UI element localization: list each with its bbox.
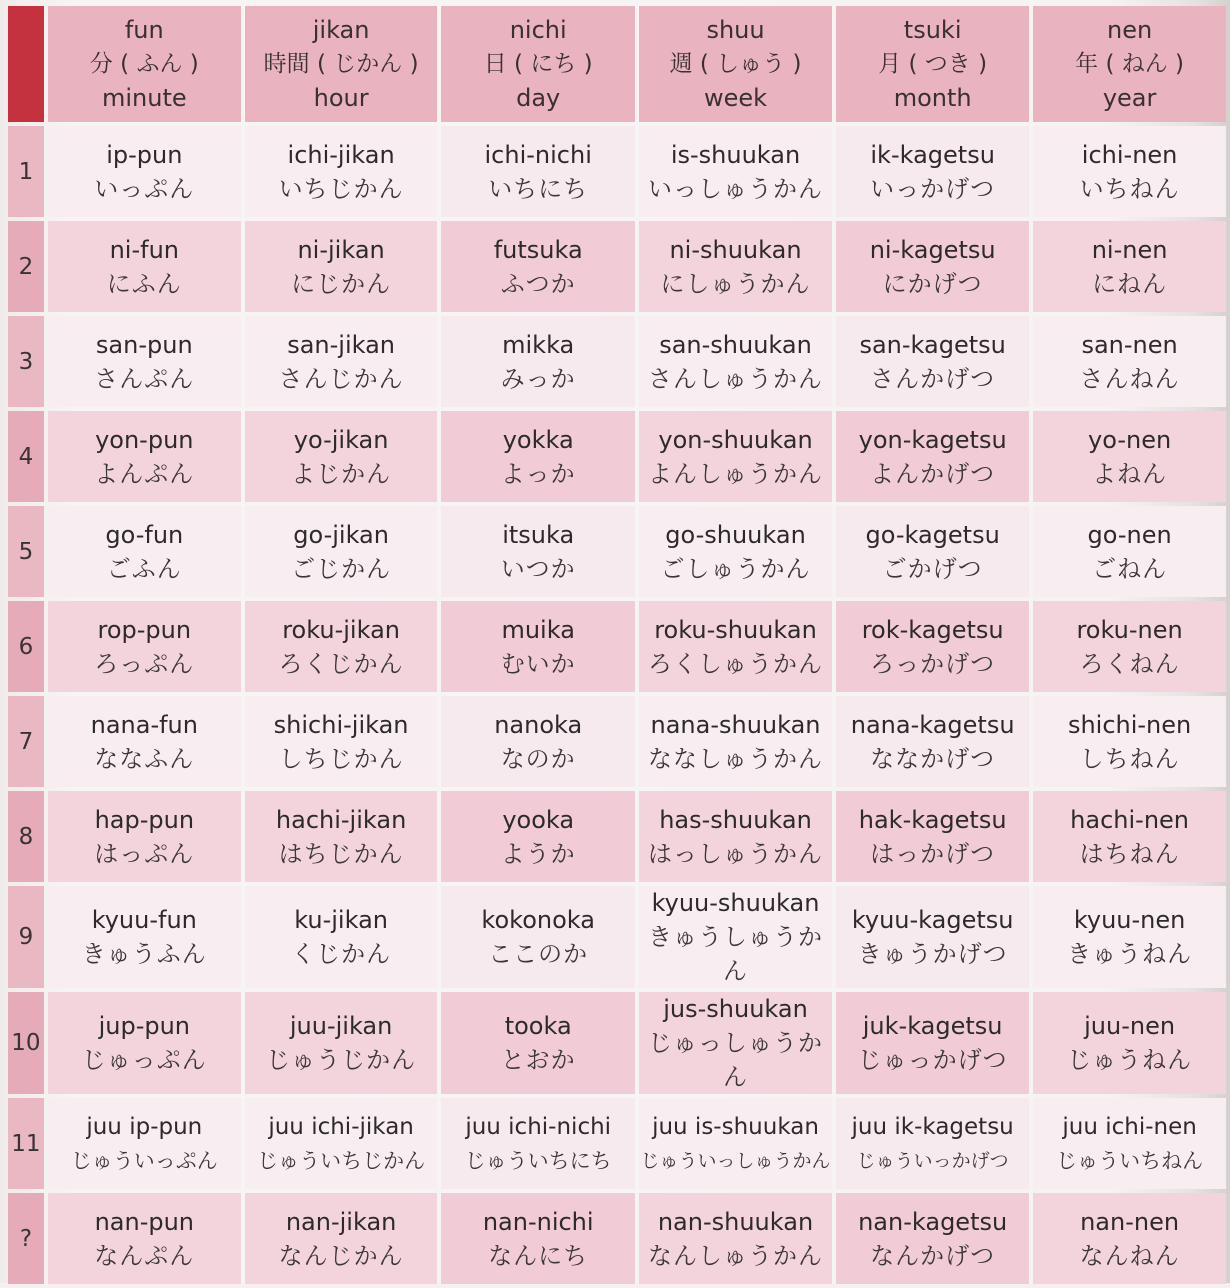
cell-kana: はっぷん bbox=[94, 839, 195, 868]
table-cell bbox=[639, 1098, 832, 1189]
column-english: month bbox=[893, 84, 972, 112]
cell-kana: ななしゅうかん bbox=[648, 744, 823, 773]
cell-romaji: juu ichi-jikan bbox=[268, 1113, 414, 1140]
cell-kana: じゅういちじかん bbox=[257, 1148, 426, 1173]
cell-romaji: ichi-jikan bbox=[287, 140, 395, 169]
table-cell bbox=[836, 316, 1029, 407]
cell-romaji: kyuu-shuukan bbox=[651, 889, 820, 917]
cell-kana: じゅういちにち bbox=[464, 1148, 612, 1173]
cell-kana: じゅうじかん bbox=[266, 1046, 417, 1074]
table-cell bbox=[639, 696, 832, 787]
table-cell bbox=[1033, 411, 1226, 502]
column-english: hour bbox=[313, 84, 369, 112]
cell-kana: ろくねん bbox=[1079, 649, 1180, 678]
cell-romaji: san-jikan bbox=[287, 330, 396, 359]
table-row bbox=[8, 696, 1226, 787]
cell-romaji: roku-nen bbox=[1076, 615, 1183, 644]
table-cell bbox=[639, 791, 832, 882]
column-kanji: 時間 ( じかん ) bbox=[263, 51, 419, 77]
table-cell bbox=[836, 696, 1029, 787]
cell-romaji: nan-jikan bbox=[285, 1207, 397, 1236]
cell-kana: にねん bbox=[1092, 269, 1168, 298]
row-number-label: 7 bbox=[8, 696, 44, 787]
row-number-label: 3 bbox=[8, 316, 44, 407]
cell-kana: じゅういちねん bbox=[1056, 1148, 1204, 1173]
cell-romaji: has-shuukan bbox=[659, 805, 812, 834]
cell-romaji: nana-kagetsu bbox=[850, 710, 1015, 739]
cell-romaji: go-shuukan bbox=[665, 520, 806, 549]
cell-kana: にじかん bbox=[291, 269, 392, 298]
cell-kana: はちねん bbox=[1079, 839, 1180, 868]
cell-kana: いちねん bbox=[1079, 174, 1180, 203]
table-cell bbox=[1033, 886, 1226, 988]
table-cell bbox=[245, 992, 438, 1094]
cell-kana: いっかげつ bbox=[870, 174, 996, 203]
column-header-nen bbox=[1033, 6, 1226, 122]
cell-kana: よっか bbox=[500, 459, 576, 488]
cell-romaji: san-nen bbox=[1081, 330, 1178, 359]
cell-kana: じゅういっしゅうかん bbox=[640, 1149, 831, 1172]
row-number-label: 1 bbox=[8, 126, 44, 217]
table-cell bbox=[1033, 1193, 1226, 1284]
cell-kana: じゅういっかげつ bbox=[856, 1149, 1009, 1172]
cell-kana: なんじかん bbox=[278, 1241, 404, 1270]
table-cell bbox=[1033, 601, 1226, 692]
cell-kana: さんねん bbox=[1079, 364, 1180, 393]
table-row bbox=[8, 506, 1226, 597]
cell-romaji: san-shuukan bbox=[659, 330, 812, 359]
table-cell bbox=[245, 221, 438, 312]
cell-kana: きゅうしゅうかん bbox=[648, 923, 823, 985]
header-row bbox=[8, 6, 1226, 122]
cell-kana: じゅうねん bbox=[1067, 1046, 1193, 1074]
cell-kana: なんにち bbox=[488, 1241, 589, 1270]
table-cell bbox=[441, 696, 634, 787]
row-number-label: 4 bbox=[8, 411, 44, 502]
cell-kana: ななふん bbox=[94, 744, 195, 773]
cell-kana: なんぷん bbox=[94, 1241, 195, 1270]
cell-kana: ごしゅうかん bbox=[660, 554, 811, 583]
column-header-shuu bbox=[639, 6, 832, 122]
cell-romaji: san-kagetsu bbox=[859, 330, 1006, 359]
column-romaji: jikan bbox=[312, 16, 370, 44]
cell-romaji: shichi-jikan bbox=[273, 710, 409, 739]
cell-romaji: shichi-nen bbox=[1067, 710, 1192, 739]
table-cell bbox=[441, 992, 634, 1094]
table-cell bbox=[639, 886, 832, 988]
cell-kana: いちにち bbox=[488, 174, 589, 203]
cell-kana: にふん bbox=[106, 269, 182, 298]
cell-romaji: nan-nen bbox=[1080, 1207, 1180, 1236]
cell-romaji: go-kagetsu bbox=[865, 520, 1000, 549]
cell-romaji: roku-jikan bbox=[282, 615, 400, 644]
table-cell bbox=[1033, 696, 1226, 787]
cell-romaji: juu-nen bbox=[1084, 1012, 1176, 1040]
table-row bbox=[8, 992, 1226, 1094]
cell-kana: なんかげつ bbox=[870, 1241, 996, 1270]
column-english: minute bbox=[101, 84, 187, 112]
table-row bbox=[8, 1193, 1226, 1284]
cell-kana: ごじかん bbox=[291, 554, 392, 583]
table-row bbox=[8, 886, 1226, 988]
cell-kana: じゅっかげつ bbox=[857, 1046, 1008, 1074]
cell-romaji: juu ik-kagetsu bbox=[851, 1113, 1014, 1140]
table-row bbox=[8, 316, 1226, 407]
table-cell bbox=[441, 221, 634, 312]
column-english: year bbox=[1102, 84, 1157, 112]
cell-kana: さんじかん bbox=[278, 364, 404, 393]
cell-romaji: ku-jikan bbox=[294, 906, 388, 934]
cell-kana: よんぷん bbox=[94, 459, 195, 488]
table-cell bbox=[836, 601, 1029, 692]
cell-romaji: go-nen bbox=[1087, 520, 1172, 549]
cell-romaji: ichi-nichi bbox=[484, 140, 592, 169]
cell-kana: じゅっしゅうかん bbox=[648, 1029, 823, 1091]
cell-romaji: nan-pun bbox=[94, 1207, 195, 1236]
column-header-fun bbox=[48, 6, 241, 122]
table-cell bbox=[639, 221, 832, 312]
cell-romaji: yokka bbox=[502, 425, 574, 454]
table-cell bbox=[1033, 221, 1226, 312]
cell-kana: はっしゅうかん bbox=[648, 839, 823, 868]
cell-romaji: yon-pun bbox=[95, 425, 194, 454]
cell-kana: じゅっぷん bbox=[81, 1046, 207, 1074]
cell-romaji: yon-kagetsu bbox=[858, 425, 1007, 454]
cell-kana: くじかん bbox=[291, 940, 392, 968]
table-cell bbox=[441, 1193, 634, 1284]
table-cell bbox=[48, 696, 241, 787]
cell-romaji: yo-jikan bbox=[293, 425, 389, 454]
table-cell bbox=[1033, 316, 1226, 407]
cell-kana: さんかげつ bbox=[870, 364, 996, 393]
table-cell bbox=[245, 1098, 438, 1189]
cell-romaji: rop-pun bbox=[97, 615, 192, 644]
table-cell bbox=[48, 886, 241, 988]
cell-romaji: yo-nen bbox=[1088, 425, 1172, 454]
table-cell bbox=[441, 601, 634, 692]
cell-romaji: rok-kagetsu bbox=[861, 615, 1004, 644]
cell-romaji: ip-pun bbox=[106, 140, 183, 169]
cell-romaji: nana-shuukan bbox=[650, 710, 821, 739]
table-row bbox=[8, 411, 1226, 502]
cell-romaji: ni-jikan bbox=[297, 235, 385, 264]
cell-kana: ろっぷん bbox=[94, 649, 195, 678]
table-cell bbox=[1033, 791, 1226, 882]
column-header-tsuki bbox=[836, 6, 1029, 122]
table-row bbox=[8, 1098, 1226, 1189]
row-number-label: 8 bbox=[8, 791, 44, 882]
cell-romaji: juk-kagetsu bbox=[862, 1012, 1003, 1040]
cell-romaji: tooka bbox=[504, 1012, 572, 1040]
table-row bbox=[8, 601, 1226, 692]
table-cell bbox=[639, 992, 832, 1094]
cell-kana: いっしゅうかん bbox=[648, 174, 823, 203]
table-cell bbox=[48, 791, 241, 882]
table-cell bbox=[836, 126, 1029, 217]
column-header-jikan bbox=[245, 6, 438, 122]
table-cell bbox=[48, 1193, 241, 1284]
row-number-label: 5 bbox=[8, 506, 44, 597]
cell-kana: よんかげつ bbox=[870, 459, 996, 488]
cell-romaji: kokonoka bbox=[481, 906, 595, 934]
cell-kana: さんしゅうかん bbox=[648, 364, 823, 393]
table-cell bbox=[245, 601, 438, 692]
cell-romaji: hachi-nen bbox=[1070, 805, 1190, 834]
table-cell bbox=[1033, 126, 1226, 217]
cell-romaji: juu-jikan bbox=[289, 1012, 393, 1040]
cell-romaji: jus-shuukan bbox=[663, 995, 808, 1023]
cell-kana: しちねん bbox=[1079, 744, 1180, 773]
table-cell bbox=[245, 886, 438, 988]
cell-kana: にしゅうかん bbox=[660, 269, 811, 298]
table-cell bbox=[441, 791, 634, 882]
cell-kana: きゅうかげつ bbox=[857, 940, 1008, 968]
cell-kana: みっか bbox=[500, 364, 576, 393]
cell-romaji: jup-pun bbox=[98, 1012, 191, 1040]
table-cell bbox=[441, 126, 634, 217]
table-cell bbox=[639, 316, 832, 407]
cell-romaji: itsuka bbox=[502, 520, 575, 549]
cell-kana: ようか bbox=[500, 839, 576, 868]
cell-kana: むいか bbox=[500, 649, 576, 678]
cell-kana: ごふん bbox=[106, 554, 182, 583]
cell-kana: いつか bbox=[500, 554, 576, 583]
cell-kana: ななかげつ bbox=[870, 744, 996, 773]
cell-romaji: ichi-nen bbox=[1081, 140, 1178, 169]
row-number-label: 2 bbox=[8, 221, 44, 312]
cell-romaji: nana-fun bbox=[90, 710, 198, 739]
cell-romaji: ik-kagetsu bbox=[870, 140, 995, 169]
cell-romaji: juu ip-pun bbox=[86, 1113, 203, 1140]
column-kanji: 日 ( にち ) bbox=[483, 51, 593, 77]
cell-romaji: go-fun bbox=[105, 520, 184, 549]
table-cell bbox=[836, 992, 1029, 1094]
cell-romaji: ni-nen bbox=[1091, 235, 1168, 264]
row-number-label: 10 bbox=[8, 992, 44, 1094]
cell-kana: なんしゅうかん bbox=[648, 1241, 823, 1270]
column-header-nichi bbox=[441, 6, 634, 122]
cell-kana: にかげつ bbox=[882, 269, 983, 298]
table-cell bbox=[48, 221, 241, 312]
cell-romaji: mikka bbox=[502, 330, 575, 359]
table-cell bbox=[441, 506, 634, 597]
table-cell bbox=[639, 126, 832, 217]
table-cell bbox=[639, 601, 832, 692]
cell-kana: じゅういっぷん bbox=[70, 1148, 218, 1173]
column-kanji: 年 ( ねん ) bbox=[1075, 51, 1185, 77]
table-cell bbox=[245, 411, 438, 502]
table-cell bbox=[836, 886, 1029, 988]
cell-romaji: nan-shuukan bbox=[657, 1207, 814, 1236]
table-cell bbox=[48, 992, 241, 1094]
table-cell bbox=[1033, 1098, 1226, 1189]
column-romaji: tsuki bbox=[903, 16, 962, 44]
column-english: day bbox=[516, 84, 561, 112]
table-cell bbox=[1033, 506, 1226, 597]
table-cell bbox=[245, 506, 438, 597]
cell-kana: しちじかん bbox=[278, 744, 404, 773]
cell-kana: きゅうねん bbox=[1067, 940, 1193, 968]
cell-romaji: juu ichi-nen bbox=[1062, 1113, 1197, 1140]
cell-kana: ごねん bbox=[1092, 554, 1168, 583]
table-cell bbox=[836, 221, 1029, 312]
table-cell bbox=[836, 506, 1029, 597]
cell-romaji: futsuka bbox=[493, 235, 583, 264]
table-cell bbox=[245, 791, 438, 882]
cell-romaji: kyuu-fun bbox=[91, 906, 197, 934]
cell-romaji: hap-pun bbox=[94, 805, 195, 834]
cell-romaji: roku-shuukan bbox=[654, 615, 817, 644]
table-cell bbox=[441, 316, 634, 407]
table-cell bbox=[48, 601, 241, 692]
table-cell bbox=[1033, 992, 1226, 1094]
table-cell bbox=[48, 506, 241, 597]
column-romaji: nichi bbox=[509, 16, 567, 44]
table-row bbox=[8, 791, 1226, 882]
cell-kana: よんしゅうかん bbox=[648, 459, 823, 488]
cell-romaji: hachi-jikan bbox=[275, 805, 407, 834]
cell-kana: ろくしゅうかん bbox=[648, 649, 823, 678]
table-cell bbox=[639, 1193, 832, 1284]
cell-kana: ふつか bbox=[500, 269, 576, 298]
table-cell bbox=[245, 696, 438, 787]
cell-kana: はっかげつ bbox=[870, 839, 996, 868]
cell-kana: はちじかん bbox=[278, 839, 404, 868]
cell-romaji: ni-fun bbox=[109, 235, 179, 264]
column-romaji: nen bbox=[1107, 16, 1153, 44]
cell-kana: きゅうふん bbox=[81, 940, 207, 968]
cell-kana: いちじかん bbox=[278, 174, 404, 203]
row-number-label: 11 bbox=[8, 1098, 44, 1189]
column-romaji: shuu bbox=[706, 16, 765, 44]
table-cell bbox=[836, 1098, 1029, 1189]
cell-romaji: san-pun bbox=[95, 330, 193, 359]
table-cell bbox=[441, 886, 634, 988]
cell-kana: ろくじかん bbox=[278, 649, 404, 678]
table-cell bbox=[836, 1193, 1029, 1284]
row-number-label: 6 bbox=[8, 601, 44, 692]
cell-romaji: kyuu-nen bbox=[1073, 906, 1186, 934]
time-counter-table bbox=[4, 2, 1230, 1288]
table-cell bbox=[441, 411, 634, 502]
cell-kana: とおか bbox=[500, 1046, 576, 1074]
cell-romaji: yooka bbox=[502, 805, 575, 834]
cell-romaji: nan-kagetsu bbox=[858, 1207, 1008, 1236]
cell-kana: ここのか bbox=[488, 940, 589, 968]
table-cell bbox=[836, 411, 1029, 502]
column-english: week bbox=[703, 84, 768, 112]
table-cell bbox=[48, 316, 241, 407]
cell-romaji: hak-kagetsu bbox=[858, 805, 1007, 834]
corner-cell bbox=[8, 6, 44, 122]
cell-kana: よじかん bbox=[291, 459, 392, 488]
table-cell bbox=[639, 411, 832, 502]
table-cell bbox=[245, 316, 438, 407]
cell-kana: さんぷん bbox=[94, 364, 195, 393]
cell-kana: いっぷん bbox=[94, 174, 195, 203]
cell-romaji: ni-kagetsu bbox=[869, 235, 996, 264]
cell-kana: なのか bbox=[500, 744, 576, 773]
cell-romaji: go-jikan bbox=[293, 520, 389, 549]
table-cell bbox=[245, 1193, 438, 1284]
cell-romaji: ni-shuukan bbox=[669, 235, 802, 264]
column-romaji: fun bbox=[124, 16, 164, 44]
cell-kana: ろっかげつ bbox=[870, 649, 996, 678]
table-cell bbox=[48, 411, 241, 502]
cell-romaji: juu is-shuukan bbox=[652, 1113, 819, 1140]
cell-romaji: juu ichi-nichi bbox=[465, 1113, 612, 1140]
cell-romaji: is-shuukan bbox=[670, 140, 801, 169]
table-cell bbox=[245, 126, 438, 217]
cell-kana: ごかげつ bbox=[882, 554, 983, 583]
cell-romaji: muika bbox=[501, 615, 575, 644]
column-kanji: 月 ( つき ) bbox=[878, 51, 988, 77]
cell-romaji: yon-shuukan bbox=[658, 425, 813, 454]
column-kanji: 週 ( しゅう ) bbox=[669, 51, 802, 77]
table-cell bbox=[48, 1098, 241, 1189]
table-row bbox=[8, 221, 1226, 312]
row-number-label: ? bbox=[8, 1193, 44, 1284]
cell-kana: よねん bbox=[1092, 459, 1168, 488]
cell-romaji: nanoka bbox=[494, 710, 583, 739]
column-kanji: 分 ( ふん ) bbox=[89, 51, 199, 77]
cell-kana: なんねん bbox=[1079, 1241, 1180, 1270]
table-cell bbox=[836, 791, 1029, 882]
cell-romaji: nan-nichi bbox=[482, 1207, 594, 1236]
table-body bbox=[8, 126, 1226, 1284]
row-number-label: 9 bbox=[8, 886, 44, 988]
table-row bbox=[8, 126, 1226, 217]
table-cell bbox=[639, 506, 832, 597]
cell-romaji: kyuu-kagetsu bbox=[851, 906, 1014, 934]
table-cell bbox=[441, 1098, 634, 1189]
table-cell bbox=[48, 126, 241, 217]
